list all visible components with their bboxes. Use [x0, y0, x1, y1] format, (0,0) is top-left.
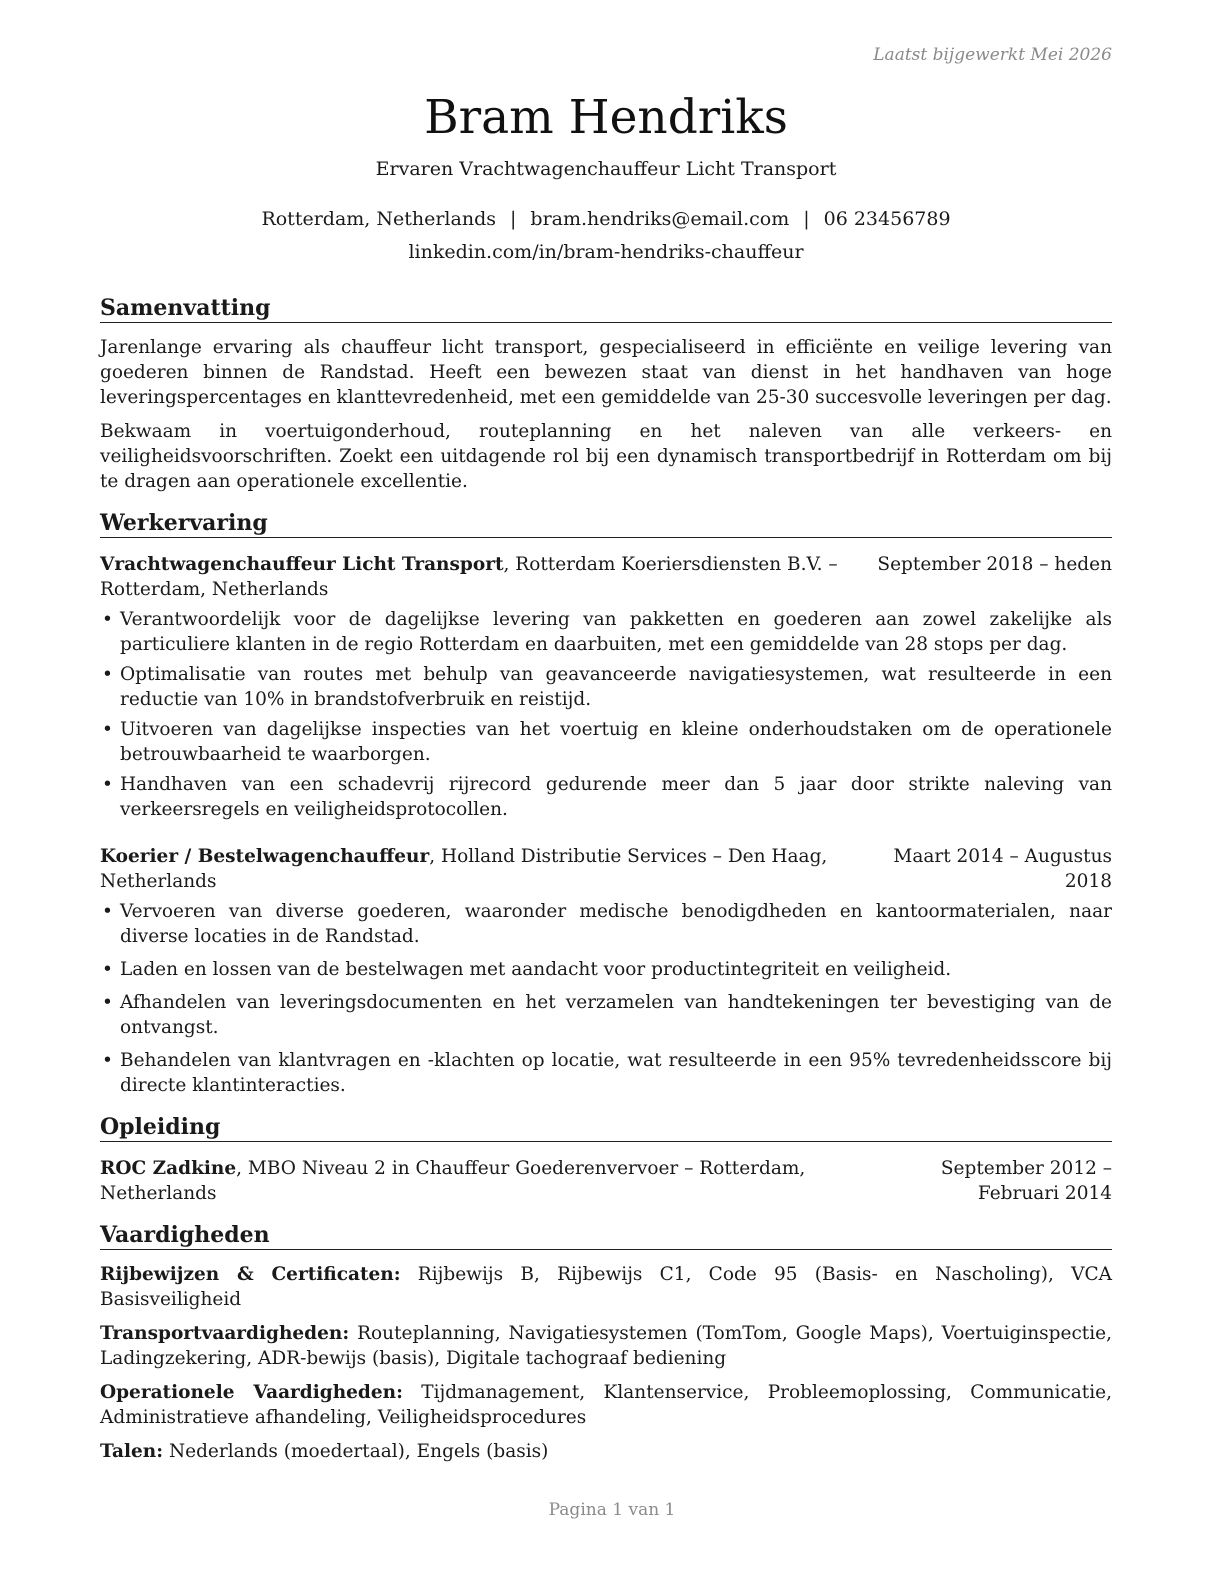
section-title-education: Opleiding	[100, 1114, 1112, 1142]
section-title-experience: Werkervaring	[100, 510, 1112, 538]
skill-label: Rijbewijzen & Certificaten:	[100, 1264, 401, 1285]
last-updated: Laatst bijgewerkt Mei 2026	[873, 45, 1112, 65]
skill-line	[100, 1439, 1112, 1464]
job-entry	[100, 844, 1112, 1098]
skill-line	[100, 1380, 1112, 1430]
skill-label: Transportvaardigheden:	[100, 1323, 350, 1344]
job-role: Koerier / Bestelwagenchauffeur	[100, 846, 430, 867]
candidate-name: Bram Hendriks	[424, 90, 788, 145]
list-item: • Laden en lossen van de bestelwagen met aandacht voor productintegriteit en veiligheid.	[100, 957, 1112, 982]
summary-paragraph: Jarenlange ervaring als chauffeur licht transport, gespecialiseerd in efficiënte en veilige levering van goederen binnen de Randstad. Heeft een bewezen staat van dienst in het handhaven van hoge leveringspercentages en klanttevredenheid, met een gemiddelde van 25-30 succesvolle leveringen per dag.	[100, 337, 1112, 408]
list-item: • Uitvoeren van dagelijkse inspecties van het voertuig en kleine onderhoudstaken om de operationele betrouwbaarheid te waarborgen.	[100, 717, 1112, 767]
job-company: , Rotterdam Koeriersdiensten B.V. – Rotterdam, Netherlands	[100, 554, 838, 600]
job-header	[100, 552, 1112, 602]
contact-email[interactable]: bram.hendriks@email.com	[530, 208, 790, 230]
list-item: • Behandelen van klantvragen en -klachten op locatie, wat resulteerde in een 95% tevredenheidsscore bij directe klantinteracties.	[100, 1048, 1112, 1098]
skills-body	[100, 1262, 1112, 1464]
skill-line	[100, 1321, 1112, 1371]
job-bullets	[100, 899, 1112, 1098]
candidate-headline: Ervaren Vrachtwagenchauffeur Licht Transport	[375, 158, 837, 180]
skill-text: Routeplanning, Navigatiesystemen (TomTom, Google Maps), Voertuiginspectie, Ladingzekering, ADR-bewijs (basis), Digitale tachograaf bediening	[100, 1323, 1112, 1369]
job-company: , Holland Distributie Services – Den Haag, Netherlands	[100, 846, 828, 892]
skill-label: Talen:	[100, 1441, 164, 1462]
job-dates: Maart 2014 – Augustus 2018	[893, 846, 1112, 892]
job-bullets	[100, 607, 1112, 822]
education-dates: September 2012 – Februari 2014	[940, 1158, 1112, 1204]
skill-line	[100, 1262, 1112, 1312]
skill-text: Tijdmanagement, Klantenservice, Probleemoplossing, Communicatie, Administratieve afhandeling, Veiligheidsprocedures	[100, 1382, 1112, 1428]
education-section	[100, 1114, 1112, 1206]
skill-text: Rijbewijs B, Rijbewijs C1, Code 95 (Basis- en Nascholing), VCA Basisveiligheid	[100, 1264, 1112, 1310]
contact-line	[100, 206, 1112, 232]
list-item: • Vervoeren van diverse goederen, waaronder medische benodigdheden en kantoormaterialen, naar diverse locaties in de Randstad.	[100, 899, 1112, 949]
education-program: , MBO Niveau 2 in Chauffeur Goederenvervoer – Rotterdam, Netherlands	[100, 1158, 806, 1204]
page-number: Pagina 1 van 1	[548, 1500, 676, 1520]
contact-location: Rotterdam, Netherlands	[261, 208, 496, 230]
list-item: • Handhaven van een schadevrij rijrecord gedurende meer dan 5 jaar door strikte naleving van verkeersregels en veiligheidsprotocollen.	[100, 772, 1112, 822]
contact-phone: 06 23456789	[823, 208, 951, 230]
section-title-summary: Samenvatting	[100, 295, 1112, 323]
summary-section	[100, 295, 1112, 494]
list-item: • Optimalisatie van routes met behulp van geavanceerde navigatiesystemen, wat resulteerde in een reductie van 10% in brandstofverbruik en reistijd.	[100, 662, 1112, 712]
job-dates: September 2018 – heden	[877, 554, 1112, 575]
skill-text: Nederlands (moedertaal), Engels (basis)	[163, 1441, 549, 1462]
skill-label: Operationele Vaardigheden:	[100, 1382, 403, 1403]
experience-section	[100, 510, 1112, 1098]
education-school: ROC Zadkine	[100, 1158, 237, 1179]
education-entry	[100, 1156, 1112, 1206]
job-entry	[100, 552, 1112, 822]
job-role: Vrachtwagenchauffeur Licht Transport	[100, 554, 504, 575]
list-item: • Afhandelen van leveringsdocumenten en het verzamelen van handtekeningen ter bevestiging van de ontvangst.	[100, 990, 1112, 1040]
contact-separator: |	[510, 208, 517, 230]
section-title-skills: Vaardigheden	[100, 1222, 1112, 1250]
summary-body	[100, 335, 1112, 494]
summary-paragraph: Bekwaam in voertuigonderhoud, routeplanning en het naleven van alle verkeers- en veiligheidsvoorschriften. Zoekt een uitdagende rol bij een dynamisch transportbedrijf in Rotterdam om bij te dragen aan operationele excellentie.	[100, 421, 1112, 492]
contact-linkedin[interactable]: linkedin.com/in/bram-hendriks-chauffeur	[408, 241, 804, 263]
list-item: • Verantwoordelijk voor de dagelijkse levering van pakketten en goederen aan zowel zakelijke als particuliere klanten in de regio Rotterdam en daarbuiten, met een gemiddelde van 28 stops per dag.	[100, 607, 1112, 657]
job-header	[100, 844, 1112, 894]
skills-section	[100, 1222, 1112, 1464]
contact-separator: |	[803, 208, 810, 230]
